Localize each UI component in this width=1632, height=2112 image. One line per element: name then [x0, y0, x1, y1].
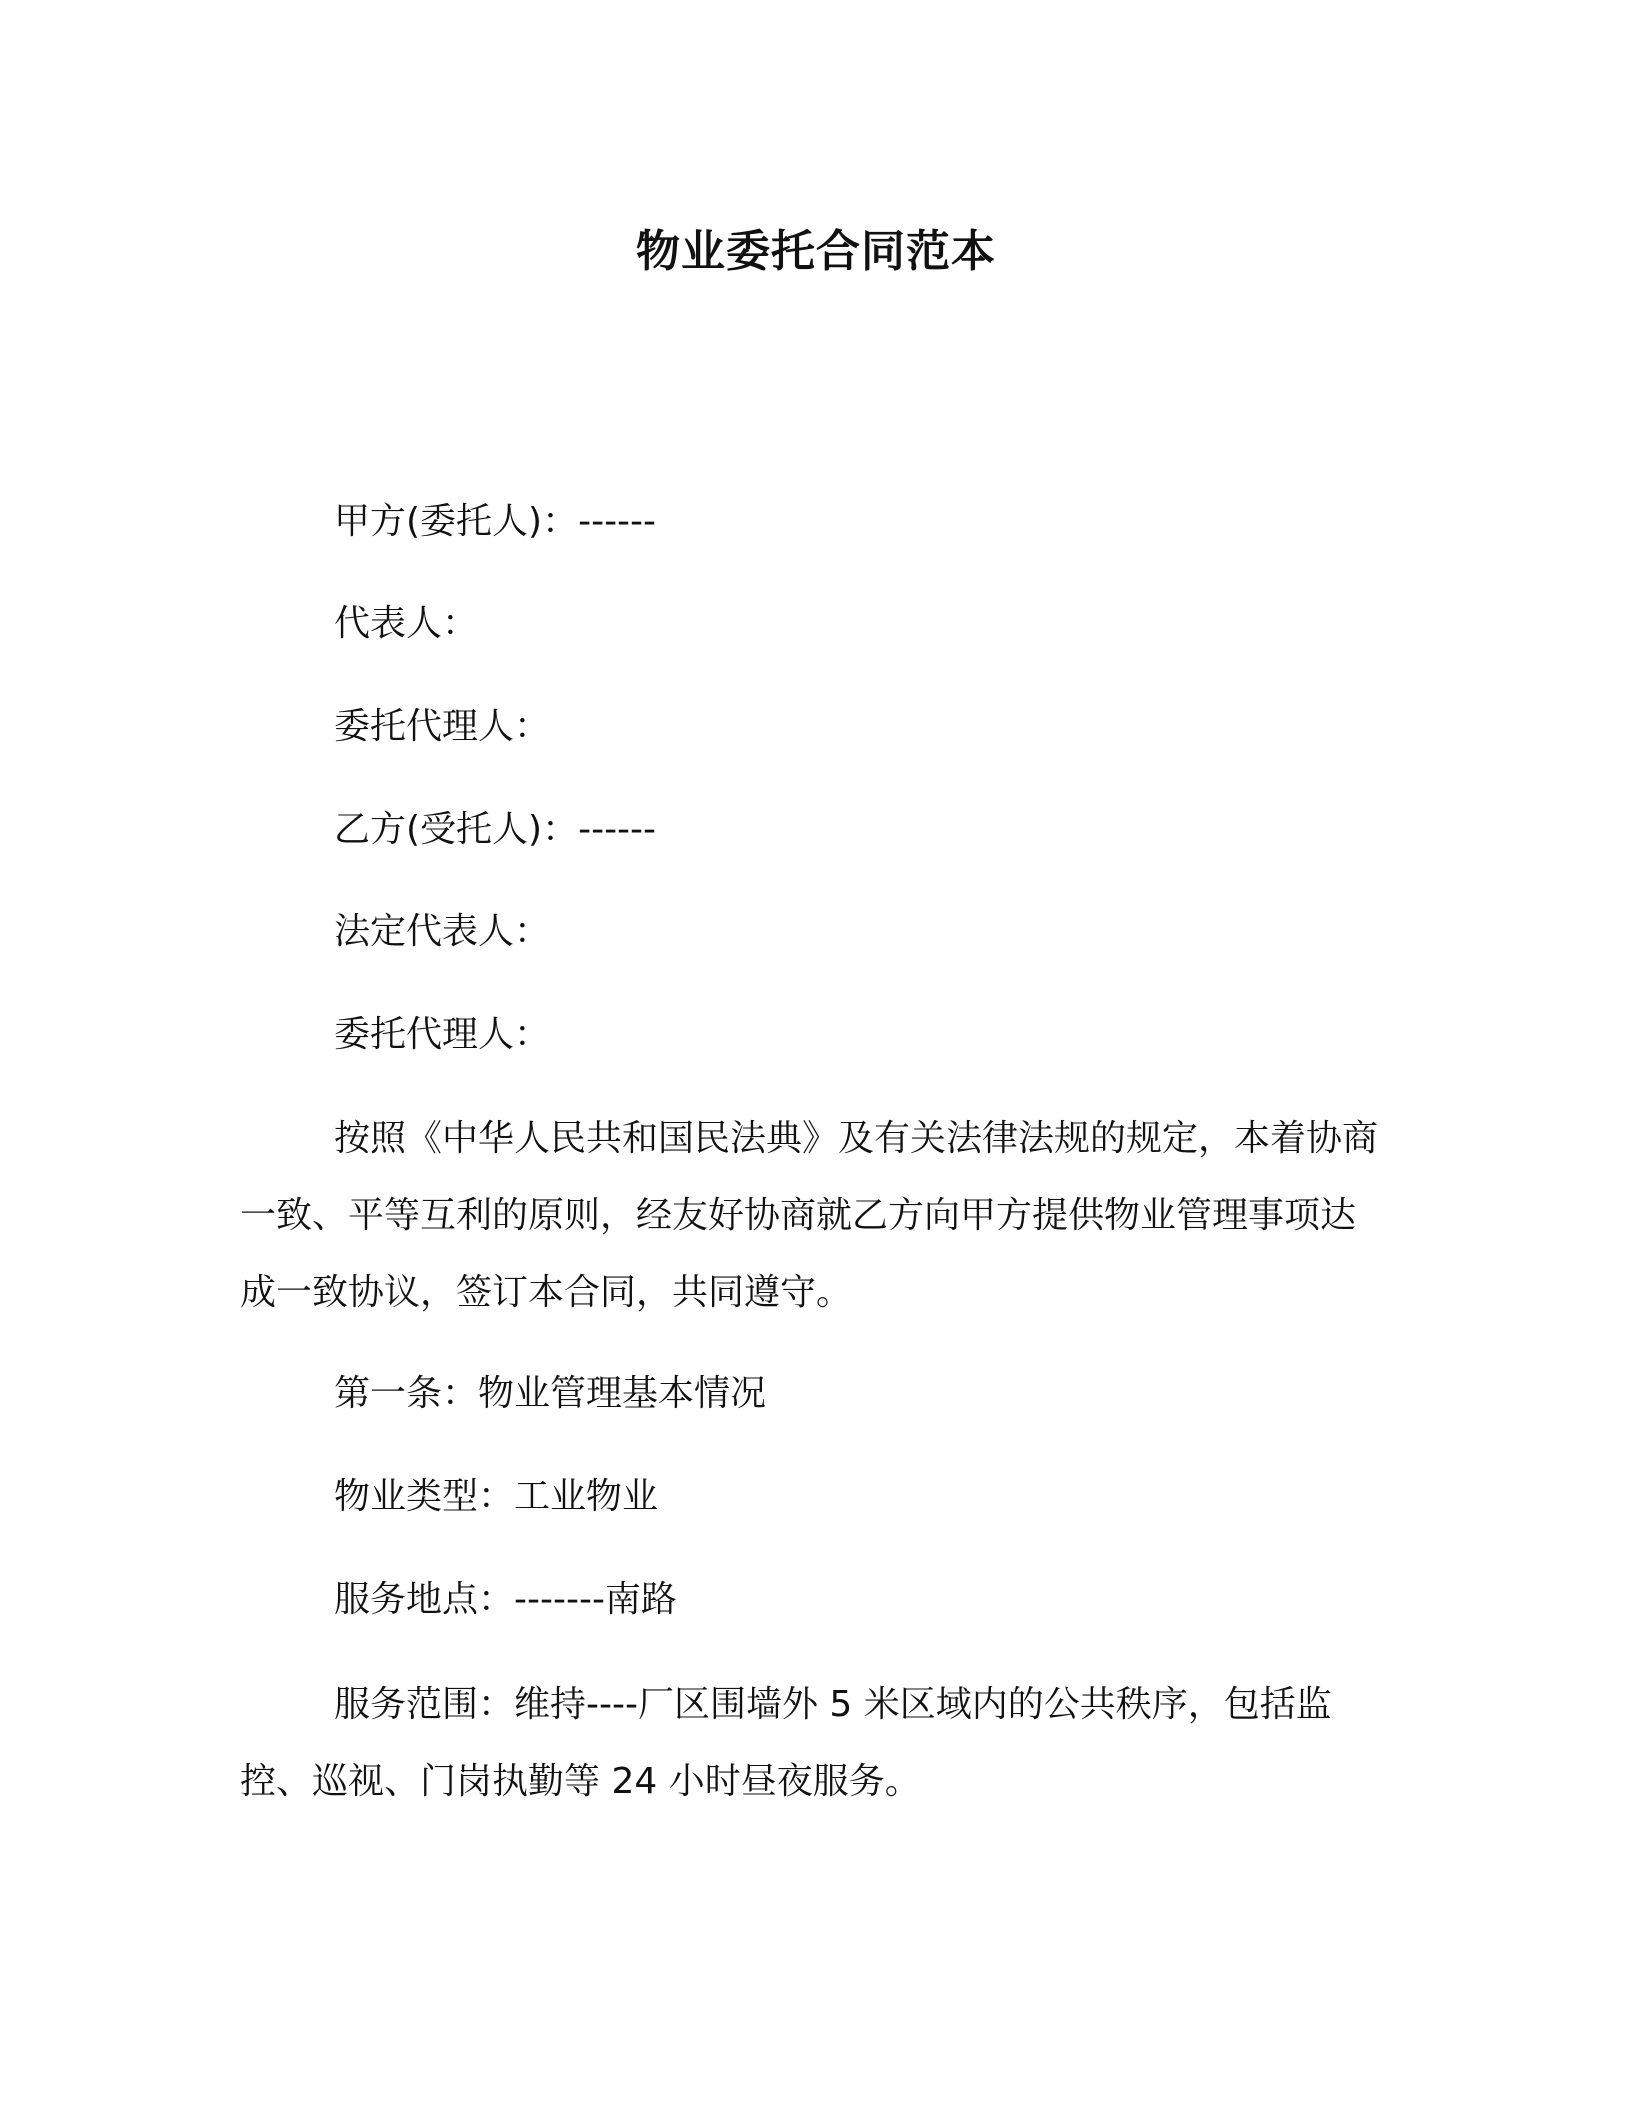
- property-type-line: 物业类型：工业物业: [334, 1476, 659, 1517]
- article-1-heading: 第一条：物业管理基本情况: [334, 1373, 767, 1414]
- party-b-legal-representative-line: 法定代表人：: [334, 911, 551, 952]
- service-location-line: 服务地点：-------南路: [334, 1579, 677, 1620]
- party-a-representative-line: 代表人：: [334, 603, 479, 644]
- party-a-agent-line: 委托代理人：: [334, 706, 551, 747]
- preamble-paragraph: 按照《中华人民共和国民法典》及有关法律法规的规定，本着协商一致、平等互利的原则，经友好协商就乙方向甲方提供物业管理事项达成一致协议，签订本合同，共同遵守。: [240, 1118, 1379, 1313]
- service-scope-paragraph: 服务范围：维持----厂区围墙外 5 米区域内的公共秩序，包括监控、巡视、门岗执勤等 24 小时昼夜服务。: [240, 1684, 1332, 1802]
- party-a-line: 甲方(委托人)：------: [334, 501, 657, 542]
- party-b-line: 乙方(受托人)：------: [334, 809, 657, 850]
- party-b-agent-line: 委托代理人：: [334, 1014, 551, 1055]
- document-title: 物业委托合同范本: [636, 226, 996, 277]
